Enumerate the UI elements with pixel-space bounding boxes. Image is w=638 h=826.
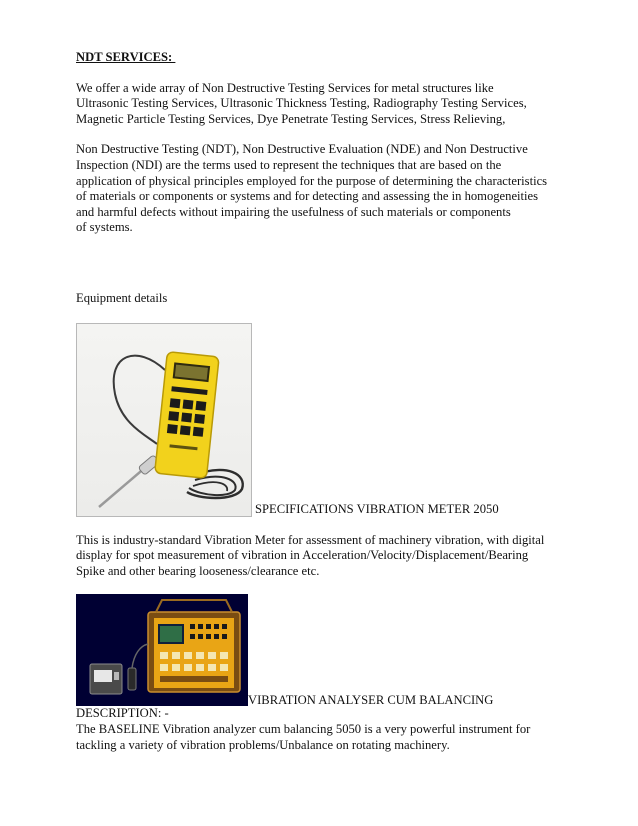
intro-line: Magnetic Particle Testing Services, Dye Penetrate Testing Services, Stress Relieving, <box>76 111 506 126</box>
description-line: The BASELINE Vibration analyzer cum balancing 5050 is a very powerful instrument for <box>76 721 531 736</box>
vibration-analyser-figure <box>76 594 556 706</box>
definition-line: Inspection (NDI) are the terms used to represent the techniques that are based on the <box>76 157 502 172</box>
definition-paragraph <box>76 142 556 236</box>
page-heading: NDT SERVICES: <box>76 50 176 64</box>
document-page <box>76 50 556 768</box>
definition-line: Non Destructive Testing (NDT), Non Destructive Evaluation (NDE) and Non Destructive <box>76 142 528 157</box>
equipment-heading: Equipment details <box>76 290 168 305</box>
vibration-analyser-caption: VIBRATION ANALYSER CUM BALANCING <box>248 692 494 707</box>
description-line: display for spot measurement of vibration in Acceleration/Velocity/Displacement/Bearing <box>76 548 529 563</box>
vibration-meter-description <box>76 533 556 580</box>
vibration-analyser-description <box>76 706 556 753</box>
definition-line: and harmful defects without impairing the usefulness of such materials or components <box>76 204 511 219</box>
description-line: Spike and other bearing looseness/clearance etc. <box>76 563 320 578</box>
definition-line: application of physical principles employed for the purpose of determining the characteristics <box>76 173 548 188</box>
description-line: This is industry-standard Vibration Meter for assessment of machinery vibration, with digital <box>76 532 545 547</box>
definition-line: of materials or components or systems and for detecting and assessing the in homogeneities <box>76 189 539 204</box>
description-line: DESCRIPTION: - <box>76 706 169 721</box>
intro-paragraph <box>76 81 556 128</box>
vibration-meter-image <box>76 323 252 517</box>
intro-line: Ultrasonic Testing Services, Ultrasonic Thickness Testing, Radiography Testing Services, <box>76 96 527 111</box>
vibration-analyser-image <box>76 594 248 706</box>
vibration-meter-figure <box>76 323 556 517</box>
intro-line: We offer a wide array of Non Destructive Testing Services for metal structures like <box>76 80 494 95</box>
definition-line: of systems. <box>76 220 133 235</box>
description-line: tackling a variety of vibration problems/Unbalance on rotating machinery. <box>76 737 450 752</box>
vibration-meter-caption: SPECIFICATIONS VIBRATION METER 2050 <box>255 501 499 516</box>
